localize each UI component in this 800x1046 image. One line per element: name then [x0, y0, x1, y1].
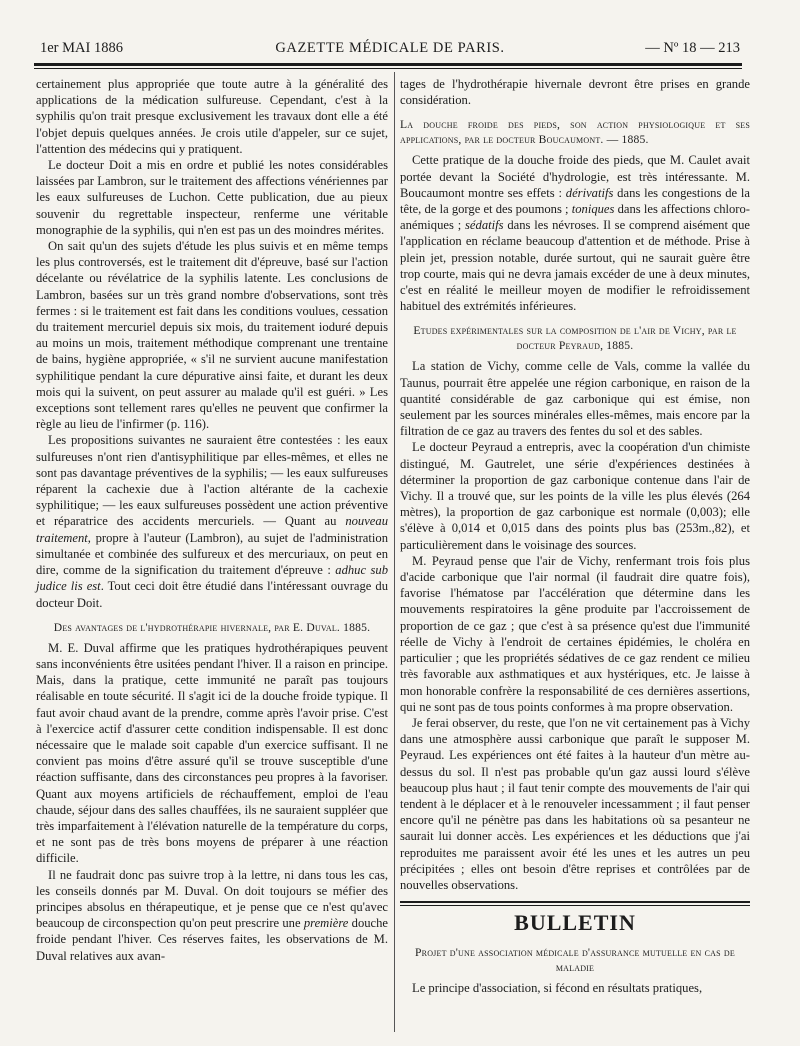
paragraph: Je ferai observer, du reste, que l'on ne vit certainement pas à Vichy dans une atmosphère aussi carbonique que paraît le supposer M. Peyraud. Les expériences ont été faites à la hauteur d'un mètre au-dessus du sol. Il n'est pas probable qu'un gaz aussi lourd s'élève beaucoup plus haut ; il faut tenir compte des mouvements de l'air qui tendent à le déplacer et à le renouveler incessamment ; il faut penser encore qu'il ne pénètre pas dans les habitations où sa pesanteur ne saurait lui donner accès. Les expériences et les déductions que j'ai reproduites me paraissent avoir été les unes et les autres un peu précipitées ; elles ont besoin d'être reprises et contrôlées par de nouvelles observations. [400, 715, 750, 892]
paragraph: Le docteur Peyraud a entrepris, avec la coopération d'un chimiste distingué, M. Gautrelet, une série d'expériences destinées à déterminer la proportion de gaz carbonique contenue dans l'air de Vichy. Il a trouvé que, sur les points de la ville les plus élevés (264 mètres), la proportion de gaz carbonique est normale (0,003); elle s'élève à 0,014 et 0,015 dans des points plus bas (253m.,82), et particulièrement dans le voisinage des sources. [400, 440, 750, 552]
paragraph: Cette pratique de la douche froide des pieds, que M. Caulet avait portée devant la Société d'hydrologie, est très intéressante. M. Boucaumont montre ses effets : dérivatifs dans les congestions de la tête, de la gorge et des poumons ; toniques dans les affections chloro-anémiques ; sédatifs dans les névroses. Il se comprend aisément que l'application en réclame beaucoup d'attention et de méthode. Prise à plein jet, pression notable, durée surtout, qui ne saurait guère être trop courte, mais qui ne devra jamais excéder de une à deux minutes, c'est en réalité le meilleur moyen de modifier le refroidissement habituel des extrémités inférieures. [400, 153, 750, 314]
section-heading: Projet d'une association médicale d'assurance mutuelle en cas de maladie [415, 946, 735, 975]
right-column [400, 76, 750, 996]
section-heading: La douche froide des pieds, son action physiologique et ses applications, par le docteur Boucaumont. — 1885. [400, 118, 750, 147]
paragraph: La station de Vichy, comme celle de Vals, comme la vallée du Taunus, pourrait être appelée une région carbonique, en raison de la quantité considérable de gaz carbonique qui est émise, non seulement par les sources minérales elles-mêmes, mais encore par la filtration de ce gaz au travers des fentes du sol et des sables. [400, 359, 750, 439]
section-heading: Etudes expérimentales sur la composition de l'air de Vichy, par le docteur Peyraud, 1885. [413, 324, 737, 353]
section-rule-thin [400, 905, 750, 906]
paragraph: tages de l'hydrothérapie hivernale devront être prises en grande considération. [400, 77, 750, 108]
header-date: 1er MAI 1886 [40, 40, 123, 56]
paragraph: Les propositions suivantes ne sauraient être contestées : les eaux sulfureuses n'ont rien d'antisyphilitique par elles-mêmes, et elles ne sont pas davantage préventives de la syphilis; — les eaux sulfureuses réparent la cachexie due à l'action altérante de la cachexie syphilitique; — les eaux sulfureuses possèdent une action préventive et réparatrice des accidents mercuriels. — Quant au nouveau traitement, propre à l'auteur (Lambron), au sujet de l'administration simultanée et combinée des sulfureux et des mercuriaux, on peut en dire, comme de la signification du traitement d'épreuve : adhuc sub judice lis est. Tout ceci doit être étudié dans l'intéressant ouvrage du docteur Doit. [36, 433, 388, 610]
left-column [36, 76, 388, 964]
page-header [40, 40, 740, 62]
column-divider [394, 72, 395, 1032]
header-rule-thin [34, 68, 742, 69]
header-rule-thick [34, 63, 742, 66]
header-issue: — Nº 18 — 213 [645, 40, 740, 56]
paragraph: On sait qu'un des sujets d'étude les plus suivis et en même temps les plus controversés, est le traitement dit d'épreuve, basé sur l'action décelante ou révélatrice de la syphilis latente. Les conclusions de Lambron, basées sur un très grand nombre d'observations, sont très fermes : si le traitement est fait dans les conditions voulues, cessation du traitement mercuriel depuis six mois, du traitement ioduré depuis au moins un mois, traitement méthodique comprenant une trentaine de bains, hygiène appropriée, « s'il ne survient aucune manifestation syphilitique pendant la cure dépurative ainsi faite, et durant les deux mois qui la suivent, on peut assurer au malade qu'il est guéri. » Les exceptions sont tellement rares qu'elles ne peuvent que confirmer la règle au lieu de l'infirmer (p. 116). [36, 239, 388, 432]
paragraph: Le principe d'association, si fécond en résultats pratiques, [412, 981, 703, 996]
header-title: GAZETTE MÉDICALE DE PARIS. [275, 40, 505, 56]
paragraph: Il ne faudrait donc pas suivre trop à la lettre, ni dans tous les cas, les conseils donnés par M. Duval. On doit toujours se méfier des principes absolus en thérapeutique, et je pense que ce n'est qu'avec beaucoup de circonspection qu'on peut prescrire une première douche froide pendant l'hiver. Ces réserves faites, les observations de M. Duval relatives aux avan- [36, 867, 389, 963]
paragraph: M. E. Duval affirme que les pratiques hydrothérapiques peuvent sans inconvénients être usitées pendant l'hiver. Il a raison en principe. Mais, dans la pratique, cette immunité ne paraît pas toujours réalisable en toute sécurité. Il s'agit ici de la douche froide typique. Il faut avoir chaud avant de la prendre, comme après l'avoir prise. C'est à l'exercice actif d'assurer cette condition indispensable. Il est donc nécessaire que le malade soit capable d'un exercice suffisant. Il ne convient pas moins d'être assuré qu'il se trouve susceptible d'une réaction suffisante, dans des circonstances peu propres à la favoriser. Quant aux moyens artificiels de réchauffement, emploi de l'eau chaude, séjour dans des salles chauffées, ils ne sauraient suppléer que très imparfaitement à l'élévation naturelle de la température du corps, et ne sont pas de très bons moyens de préparer à une réaction difficile. [36, 640, 388, 866]
paragraph: certainement plus appropriée que toute autre à la généralité des applications de la médication sulfureuse. Cependant, c'est à la syphilis qu'on trait presque exclusivement les travaux dont elle a été l'objet depuis quelques années. Je crois utile d'appeler, sur ce sujet, l'attention des médecins qui y pratiquent. [36, 77, 388, 156]
paragraph: M. Peyraud pense que l'air de Vichy, renfermant trois fois plus d'acide carbonique que l'air normal (il faudrait dire quatre fois), favorise l'hématose par l'accélération que détermine dans les mouvements respiratoires la gêne produite par l'accroissement de proportion de ce gaz ; que c'est à sa présence qu'est due l'immunité réelle de Vichy à l'endroit de certaines épidémies, le choléra en particulier ; que les propriétés sédatives de ce gaz rendent ce milieu très favorable aux asthmatiques et aux hystériques, etc. Je laisse à mon honorable confrère la responsabilité de ces dernières assertions, qui ne sont pas de tous points conformes à ma propre observation. [400, 553, 750, 714]
section-rule [400, 901, 750, 903]
bulletin-title: BULLETIN [514, 910, 636, 936]
paragraph: Le docteur Doit a mis en ordre et publié les notes considérables laissées par Lambron, sur le traitement des affections vénériennes par les eaux sulfureuses de Luchon. Cette publication, due au pieux souvenir du regrettable inspecteur, renferme une véritable monographie de la syphilis, qui n'en est pas un des moindres mérites. [36, 158, 388, 237]
section-heading: Des avantages de l'hydrothérapie hivernale, par E. Duval. 1885. [53, 620, 371, 634]
